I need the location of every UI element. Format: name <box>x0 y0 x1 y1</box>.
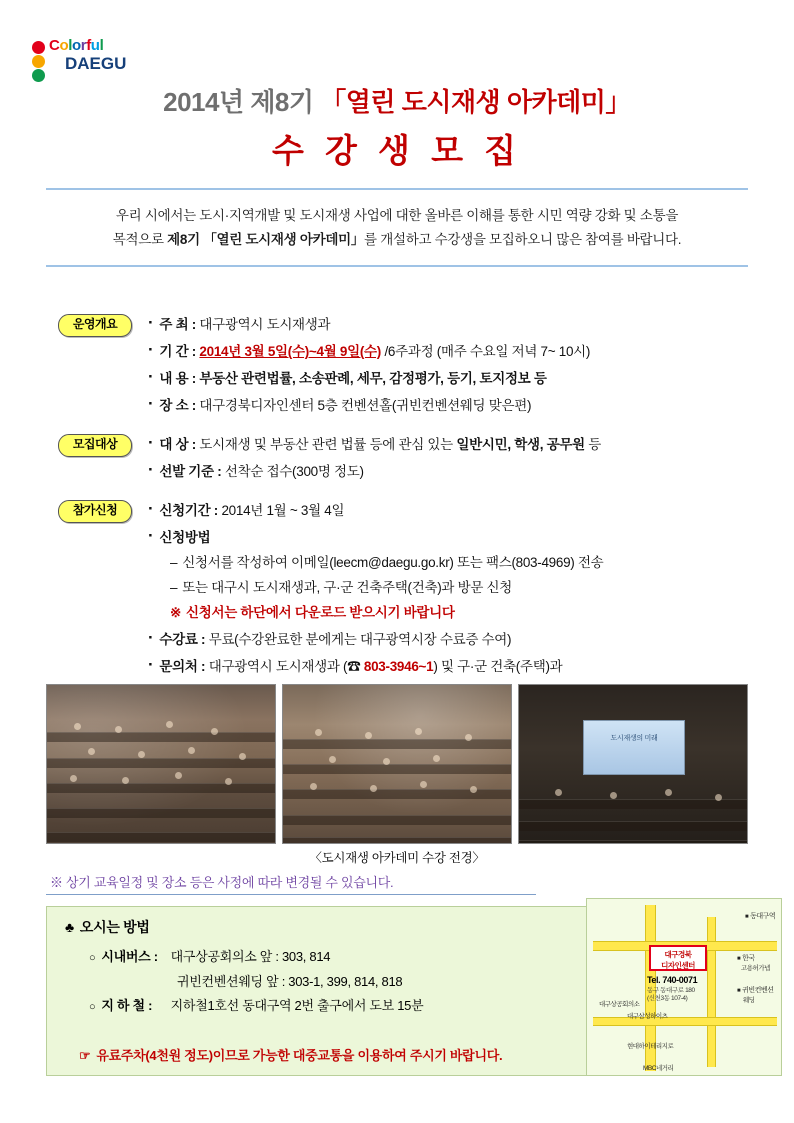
row-selection <box>148 457 601 484</box>
photo-seat-rows <box>519 685 747 843</box>
row-apply-note: ※ 신청서는 하단에서 다운로드 받으시기 바랍니다 <box>148 600 603 625</box>
row-target-post: 등 <box>584 437 602 452</box>
map-tel: Tel. 740-0071 <box>647 975 698 985</box>
parking-notice: ☞ 유료주차(4천원 정도)이므로 가능한 대중교통을 이용하여 주시기 바랍니다. <box>79 1045 502 1064</box>
notice-divider <box>46 894 536 895</box>
logo-colorful-text: Colorful <box>49 37 104 54</box>
row-venue <box>148 391 590 418</box>
map-label-chamber: 대구상공회의소 <box>599 1001 640 1008</box>
section-tag-target: 모집대상 <box>58 434 132 457</box>
map-address <box>647 987 695 1003</box>
row-contact-phone: 803-3946~1 <box>363 659 434 674</box>
row-contact-pre: 대구광역시 도시재생과 ( <box>208 659 348 674</box>
directions-bus-extra: 귀빈컨벤션웨딩 앞 : 303-1, 399, 814, 818 <box>177 974 403 989</box>
row-fee-value: 무료(수강완료한 분에게는 대구광역시장 수료증 수여) <box>208 632 512 647</box>
title-line-2: 수 강 생 모 집 <box>271 132 523 169</box>
row-target-pre: 도시재생 및 부동산 관련 법률 등에 관심 있는 <box>199 437 457 452</box>
row-fee-label: 수강료 : <box>159 632 206 647</box>
row-contact-label: 문의처 : <box>159 659 206 674</box>
row-fee <box>148 625 603 652</box>
row-apply-method <box>148 523 603 550</box>
photo-lecture-hall-1 <box>46 684 276 844</box>
intro-line-2 <box>56 228 738 252</box>
row-host-label: 주 최 : <box>159 317 196 332</box>
row-target-label: 대 상 : <box>159 437 196 452</box>
directions-subway-label: 지 하 철 : <box>101 998 153 1013</box>
map-label-korea2: 고용허가넵 <box>741 965 770 972</box>
directions-bus-label: 시내버스 : <box>101 949 158 964</box>
daegu-logo <box>32 38 172 88</box>
intro-line-2c: 를 개설하고 수강생을 모집하오니 많은 참여를 바랍니다. <box>364 231 682 247</box>
section-overview-content <box>148 310 590 418</box>
map-road-vertical-2 <box>707 917 716 1067</box>
photo-caption: 〈도시재생 아카데미 수강 전경〉 <box>309 851 485 865</box>
row-venue-value: 대구경북디자인센터 5층 컨벤션홀(귀빈컨벤션웨딩 맞은편) <box>199 398 532 413</box>
title-line-1 <box>0 82 794 119</box>
location-map <box>586 898 782 1076</box>
screen-text: 도시재생의 미래 <box>610 734 658 742</box>
map-venue-line1: 대구경북 <box>664 950 692 959</box>
row-host-value: 대구광역시 도시재생과 <box>199 317 331 332</box>
row-venue-label: 장 소 : <box>159 398 196 413</box>
map-label-mbc: MBC네거리 <box>643 1065 674 1072</box>
section-tag-apply: 참가신청 <box>58 500 132 523</box>
row-contact-post: ) 및 구·군 건축(주택)과 <box>433 659 563 674</box>
change-notice: ※ 상기 교육일정 및 장소 등은 사정에 따라 변경될 수 있습니다. <box>50 875 394 890</box>
directions-subway-value: 지하철1호선 동대구역 2번 출구에서 도보 15분 <box>170 998 424 1013</box>
map-address-line2: (신천3동 107-4) <box>647 995 688 1002</box>
row-target <box>148 430 601 457</box>
map-address-line1: 동구 동대구로 180 <box>647 987 695 994</box>
row-selection-label: 선발 기준 : <box>159 464 222 479</box>
poster-title <box>0 82 794 172</box>
row-host <box>148 310 590 337</box>
section-tag-overview: 운영개요 <box>58 314 132 337</box>
row-content-label: 내 용 : <box>159 371 196 386</box>
phone-icon: ☎ <box>347 659 361 674</box>
map-label-hyundai: 현대하이테리지로 <box>627 1043 674 1050</box>
directions-lines <box>89 945 423 1019</box>
map-label-korea: ■ 한국 <box>737 953 755 963</box>
photo-seat-rows <box>47 685 275 843</box>
logo-text <box>49 38 126 73</box>
title-prefix: 2014년 제8기 <box>163 87 321 117</box>
directions-subway <box>89 994 423 1019</box>
map-road-horizontal-2 <box>593 1017 777 1026</box>
map-venue-marker <box>649 945 707 971</box>
row-apply-period-label: 신청기간 : <box>159 503 218 518</box>
row-apply-period-value: 2014년 1월 ~ 3월 4일 <box>221 503 345 518</box>
directions-title: ♣ 오시는 방법 <box>65 917 150 937</box>
map-label-guibin2: 웨딩 <box>743 997 755 1004</box>
row-period-label: 기 간 : <box>159 344 196 359</box>
intro-line-2a: 목적으로 <box>112 231 168 247</box>
intro-line-2b: 제8기 「열린 도시재생 아카데미」 <box>167 231 365 247</box>
map-label-samsung: 대구삼성하이츠 <box>627 1013 668 1020</box>
row-selection-value: 선착순 접수(300명 정도) <box>224 464 364 479</box>
row-content <box>148 364 590 391</box>
directions-bus <box>89 945 423 970</box>
title-highlight: 「열린 도시재생 아카데미」 <box>320 87 631 117</box>
row-apply-method-label: 신청방법 <box>159 530 211 545</box>
row-period <box>148 337 590 364</box>
row-target-bold: 일반시민, 학생, 공무원 <box>456 437 585 452</box>
row-apply-period <box>148 496 603 523</box>
photo-seat-rows <box>283 685 511 843</box>
photo-lecture-hall-2 <box>282 684 512 844</box>
row-period-dates: 2014년 3월 5일(수)~4월 9일(수) <box>199 344 381 359</box>
photo-lecture-screen <box>518 684 748 844</box>
row-apply-email: – 신청서를 작성하여 이메일(leecm@daegu.go.kr) 또는 팩스(803-4969) 전송 <box>148 550 603 575</box>
directions-bus-value: 대구상공회의소 앞 : 303, 814 <box>170 949 331 964</box>
intro-line-1: 우리 시에서는 도시·지역개발 및 도시재생 사업에 대한 올바른 이해를 통한 시민 역량 강화 및 소통을 <box>115 208 679 223</box>
row-content-value: 부동산 관련법률, 소송판례, 세무, 감정평가, 등기, 토지정보 등 <box>199 371 547 386</box>
row-period-detail: /6주과정 (매주 수요일 저녁 7~ 10시) <box>381 344 591 359</box>
row-apply-visit: – 또는 대구시 도시재생과, 구·군 건축주택(건축)과 방문 신청 <box>148 575 603 600</box>
logo-daegu-text: DAEGU <box>65 53 127 73</box>
section-target-content <box>148 430 601 484</box>
map-venue-line2: 디자인센터 <box>661 961 695 970</box>
row-contact <box>148 652 603 679</box>
section-apply-content <box>148 496 603 679</box>
map-label-guibin: ■ 귀빈컨벤션 <box>737 985 773 995</box>
intro-box <box>46 188 748 267</box>
photo-strip <box>46 684 748 844</box>
map-label-station: ■ 동대구역 <box>745 911 775 921</box>
